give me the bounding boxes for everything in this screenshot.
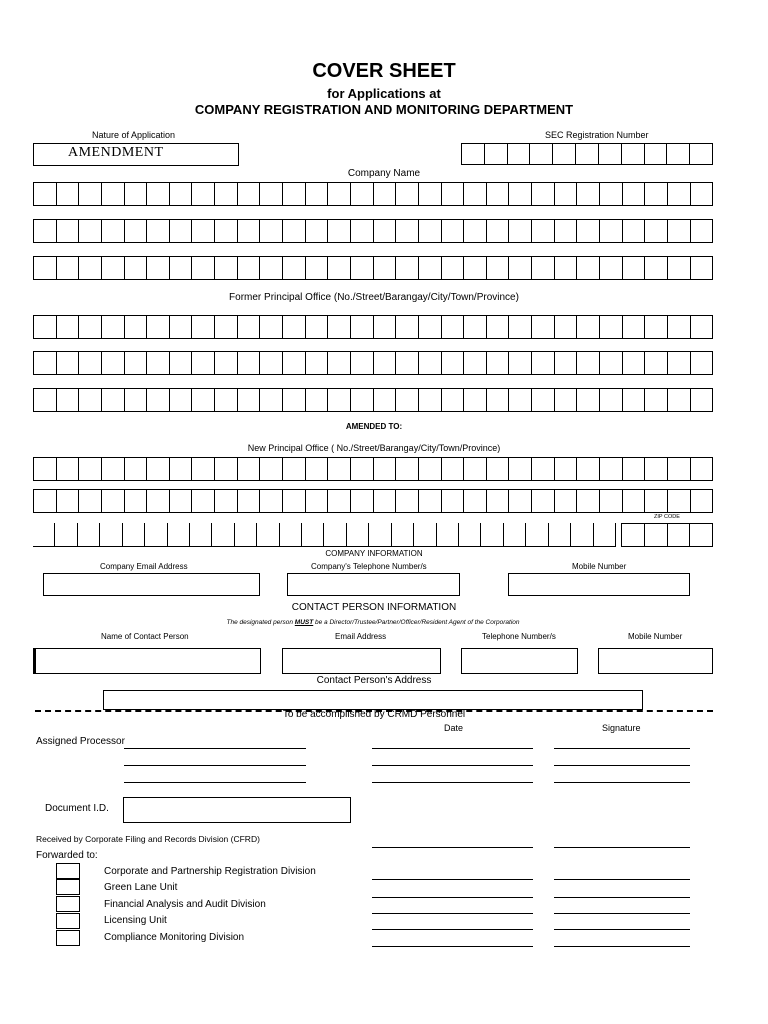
division-signature-line-1[interactable] [554,879,690,880]
division-date-line-5[interactable] [372,946,533,947]
checkbox-corporate-partnership[interactable] [56,863,80,879]
assigned-processor-line-3[interactable] [124,782,306,783]
former-office-row-1[interactable] [33,315,713,339]
division-corporate-partnership: Corporate and Partnership Registration Division [104,866,316,877]
contact-note-prefix: The designated person [226,619,295,626]
date-column-label: Date [444,723,464,733]
contact-name-field[interactable] [33,648,261,674]
sec-registration-label: SEC Registration Number [545,130,649,140]
company-name-row-2[interactable] [33,219,713,243]
division-signature-line-5[interactable] [554,946,690,947]
division-signature-line-4[interactable] [554,929,690,930]
checkbox-compliance-monitoring[interactable] [56,930,80,946]
document-id-label: Document I.D. [45,803,109,814]
contact-note-must: MUST [294,619,314,626]
date-line-2[interactable] [372,765,533,766]
company-telephone-field[interactable] [287,573,460,596]
nature-of-application-field[interactable] [33,143,239,166]
sec-registration-grid[interactable] [461,143,713,165]
nature-of-application-value: AMENDMENT [68,145,164,160]
contact-mobile-label: Mobile Number [628,632,683,641]
company-name-row-3[interactable] [33,256,713,280]
checkbox-licensing[interactable] [56,913,80,929]
department-title: COMPANY REGISTRATION AND MONITORING DEPARTMENT [194,102,574,117]
division-compliance-monitoring: Compliance Monitoring Division [104,932,245,943]
former-office-row-2[interactable] [33,351,713,375]
division-licensing: Licensing Unit [104,915,167,926]
crmd-heading: To be accomplished by CRMD Personnel [282,709,466,720]
contact-person-note [0,619,746,626]
contact-email-field[interactable] [282,648,441,674]
cover-sheet-title: COVER SHEET [312,60,456,82]
contact-person-heading: CONTACT PERSON INFORMATION [291,602,457,613]
zip-code-label: ZIP CODE [654,514,680,520]
cover-sheet-subtitle: for Applications at [327,86,441,101]
amended-to-label: AMENDED TO: [345,422,403,431]
new-office-label: New Principal Office ( No./Street/Barangay/City/Town/Province) [247,443,501,453]
contact-telephone-label: Telephone Number/s [482,632,556,641]
division-financial-analysis: Financial Analysis and Audit Division [104,899,266,910]
zip-code-grid[interactable] [621,523,713,547]
contact-telephone-field[interactable] [461,648,578,674]
division-signature-line-2[interactable] [554,897,690,898]
company-name-label: Company Name [347,168,421,179]
received-by-cfrd-label: Received by Corporate Filing and Records Division (CFRD) [36,834,260,844]
signature-line-1[interactable] [554,748,690,749]
new-office-row-1[interactable] [33,457,713,481]
company-email-label: Company Email Address [100,562,188,571]
division-date-line-3[interactable] [372,913,533,914]
company-information-heading: COMPANY INFORMATION [325,549,423,558]
division-signature-line-3[interactable] [554,913,690,914]
forwarded-to-label: Forwarded to: [36,850,98,861]
contact-email-label: Email Address [335,632,387,641]
division-date-line-1[interactable] [372,879,533,880]
contact-name-label: Name of Contact Person [101,632,189,641]
date-line-1[interactable] [372,748,533,749]
signature-line-2[interactable] [554,765,690,766]
date-line-3[interactable] [372,782,533,783]
cfrd-signature-line[interactable] [554,847,690,848]
contact-address-label: Contact Person's Address [316,675,432,686]
signature-line-3[interactable] [554,782,690,783]
contact-mobile-field[interactable] [598,648,713,674]
assigned-processor-label: Assigned Processor [36,736,125,747]
nature-of-application-label: Nature of Application [92,130,176,140]
checkbox-financial-analysis[interactable] [56,896,80,912]
former-office-row-3[interactable] [33,388,713,412]
contact-note-suffix: be a Director/Trustee/Partner/Officer/Resident Agent of the Corporation [313,619,520,626]
division-date-line-2[interactable] [372,897,533,898]
new-office-row-2[interactable] [33,489,713,513]
division-green-lane: Green Lane Unit [104,882,178,893]
contact-address-field[interactable] [103,690,643,710]
cfrd-date-line[interactable] [372,847,533,848]
company-mobile-label: Mobile Number [572,562,627,571]
document-id-field[interactable] [123,797,351,823]
new-office-row-3[interactable] [33,523,616,547]
company-mobile-field[interactable] [508,573,690,596]
assigned-processor-line-2[interactable] [124,765,306,766]
checkbox-green-lane[interactable] [56,879,80,895]
assigned-processor-line-1[interactable] [124,748,306,749]
company-email-field[interactable] [43,573,260,596]
former-office-label: Former Principal Office (No./Street/Barangay/City/Town/Province) [229,292,519,303]
division-date-line-4[interactable] [372,929,533,930]
company-name-row-1[interactable] [33,182,713,206]
company-telephone-label: Company's Telephone Number/s [311,562,427,571]
signature-column-label: Signature [602,723,641,733]
